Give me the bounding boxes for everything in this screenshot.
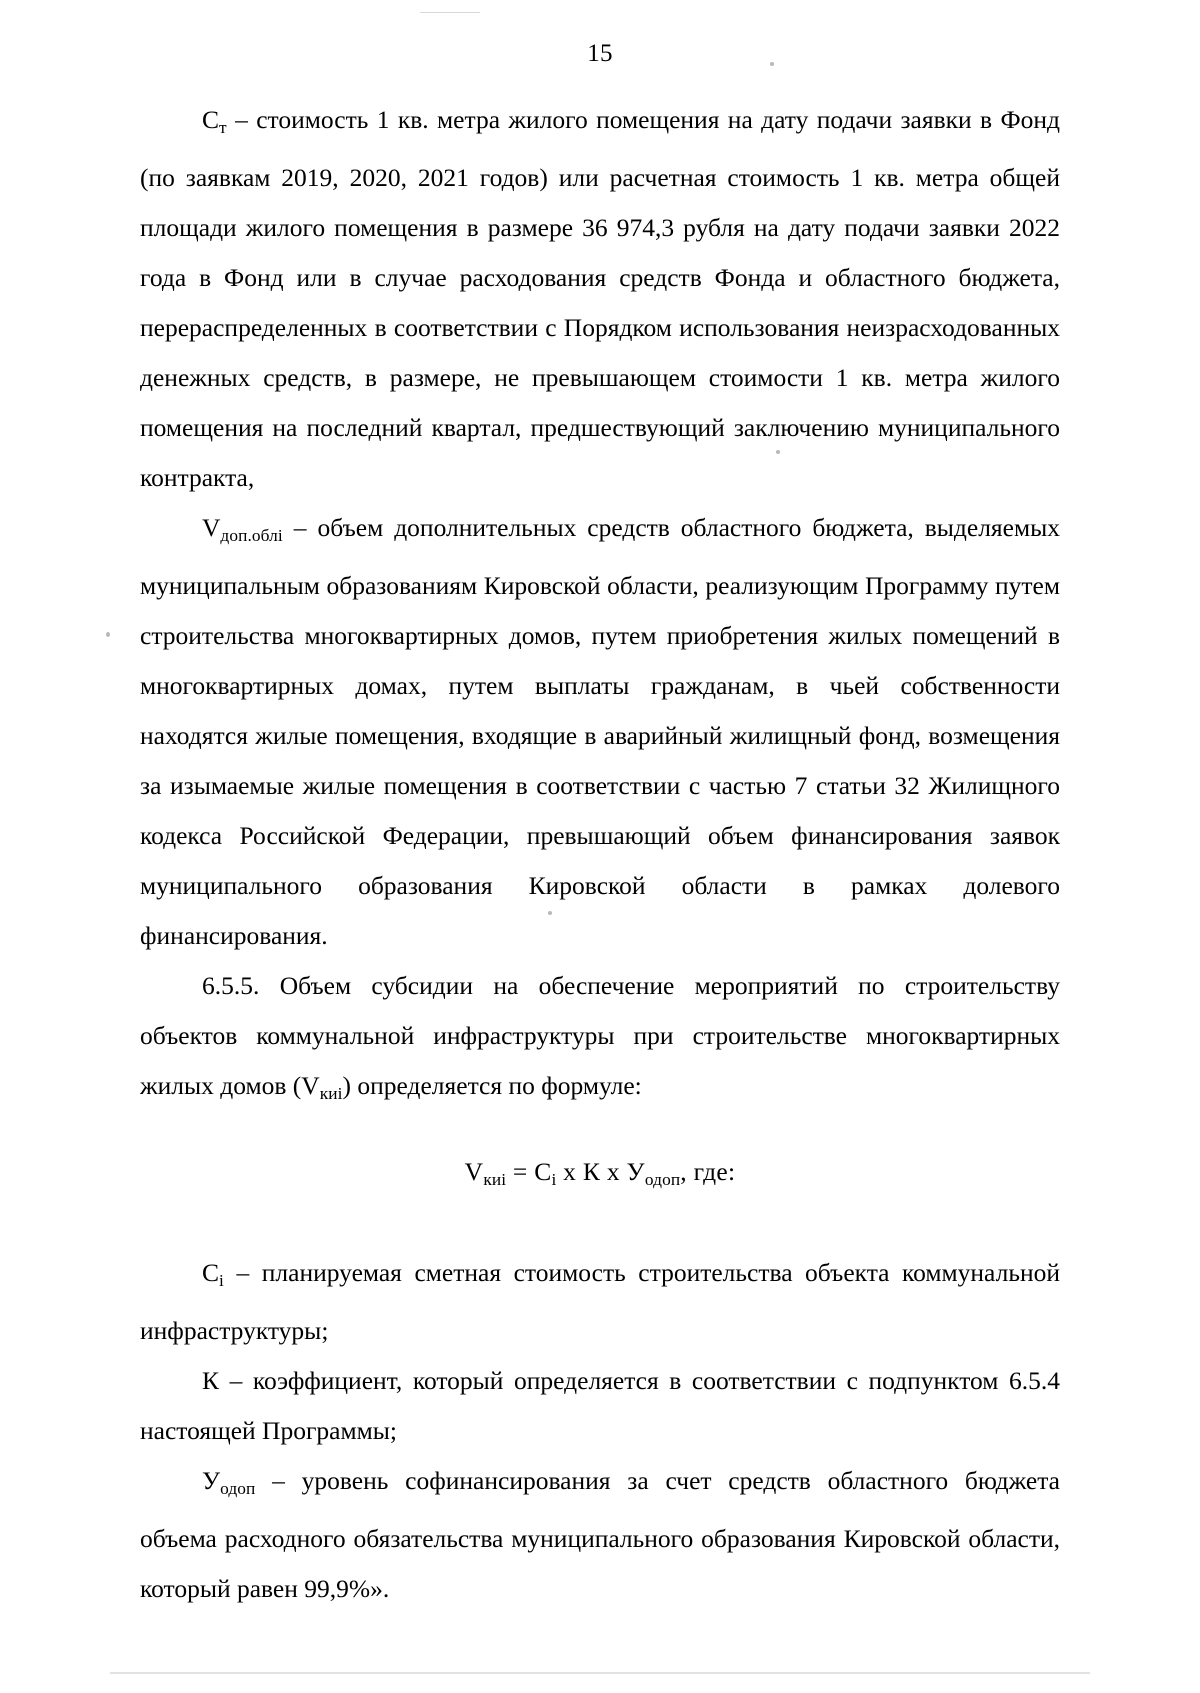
scan-speck — [106, 632, 110, 637]
paragraph-vdopobl-definition: $V_{доп.облi}$ – объем дополнительных средств областного бюджета, выделяемых муниципальным образованиям Кировской области, реализующим Программу путем строительства многоквартирных домов, путем приобретения жилых помещений в многоквартирных домах, путем выплаты гражданам, в чьей собственности находятся жилые помещения, входящие в аварийный жилищный фонд, возмещения за изымаемые жилые помещения в соответствии с частью 7 статьи 32 Жилищного кодекса Российской Федерации, превышающий объем финансирования заявок муниципального образования Кировской области в рамках долевого финансирования. — [140, 512, 1060, 950]
spacer — [140, 1119, 1060, 1147]
scan-artifact-top — [420, 12, 480, 13]
paragraph-clause-6-5-5: 6.5.5. Объем субсидии на обеспечение мероприятий по строительству объектов коммунальной инфраструктуры при строительстве многоквартирных жилых домов $(V_{киi})$ определяется по формуле: — [140, 970, 1060, 1103]
formula-vkii: $V_{киi} = C_i$ x К x $У_{одоп}$, где: — [464, 1156, 736, 1189]
scan-artifact-bottom — [110, 1672, 1090, 1674]
page-number: 15 — [587, 40, 613, 67]
paragraph-uodop-definition: $У_{одоп}$ – уровень софинансирования за счет средств областного бюджета объема расходного обязательства муниципального образования Кировской области, который равен 99,9%». — [140, 1466, 1060, 1604]
paragraph-k-definition: К – коэффициент, который определяется в соответствии с подпунктом 6.5.4 настоящей Программы; — [140, 1366, 1060, 1446]
symbol-uodop: $У_{одоп}$ — [202, 1466, 256, 1499]
paragraph-ct-definition: $C_т$ – стоимость 1 кв. метра жилого помещения на дату подачи заявки в Фонд (по заявкам 2019, 2020, 2021 годов) или расчетная стоимость 1 кв. метра общей площади жилого помещения в размере 36 974,3 рубля на дату подачи заявки 2022 года в Фонд или в случае расходования средств Фонда и областного бюджета, перераспределенных в соответствии с Порядком использования неизрасходованных денежных средств, в размере, не превышающем стоимости 1 кв. метра жилого помещения на последний квартал, предшествующий заключению муниципального контракта, — [140, 105, 1060, 492]
symbol-ct: $C_т$ — [202, 105, 227, 137]
document-body — [140, 95, 1060, 1614]
symbol-vkii-sub: киi — [319, 1083, 343, 1103]
symbol-vdopobl: $V_{доп.облi}$ — [202, 512, 283, 545]
spacer — [140, 1204, 1060, 1248]
symbol-ci: $C_i$ — [202, 1258, 224, 1291]
paragraph-ci-definition: $C_i$ – планируемая сметная стоимость строительства объекта коммунальной инфраструктуры; — [140, 1258, 1060, 1346]
